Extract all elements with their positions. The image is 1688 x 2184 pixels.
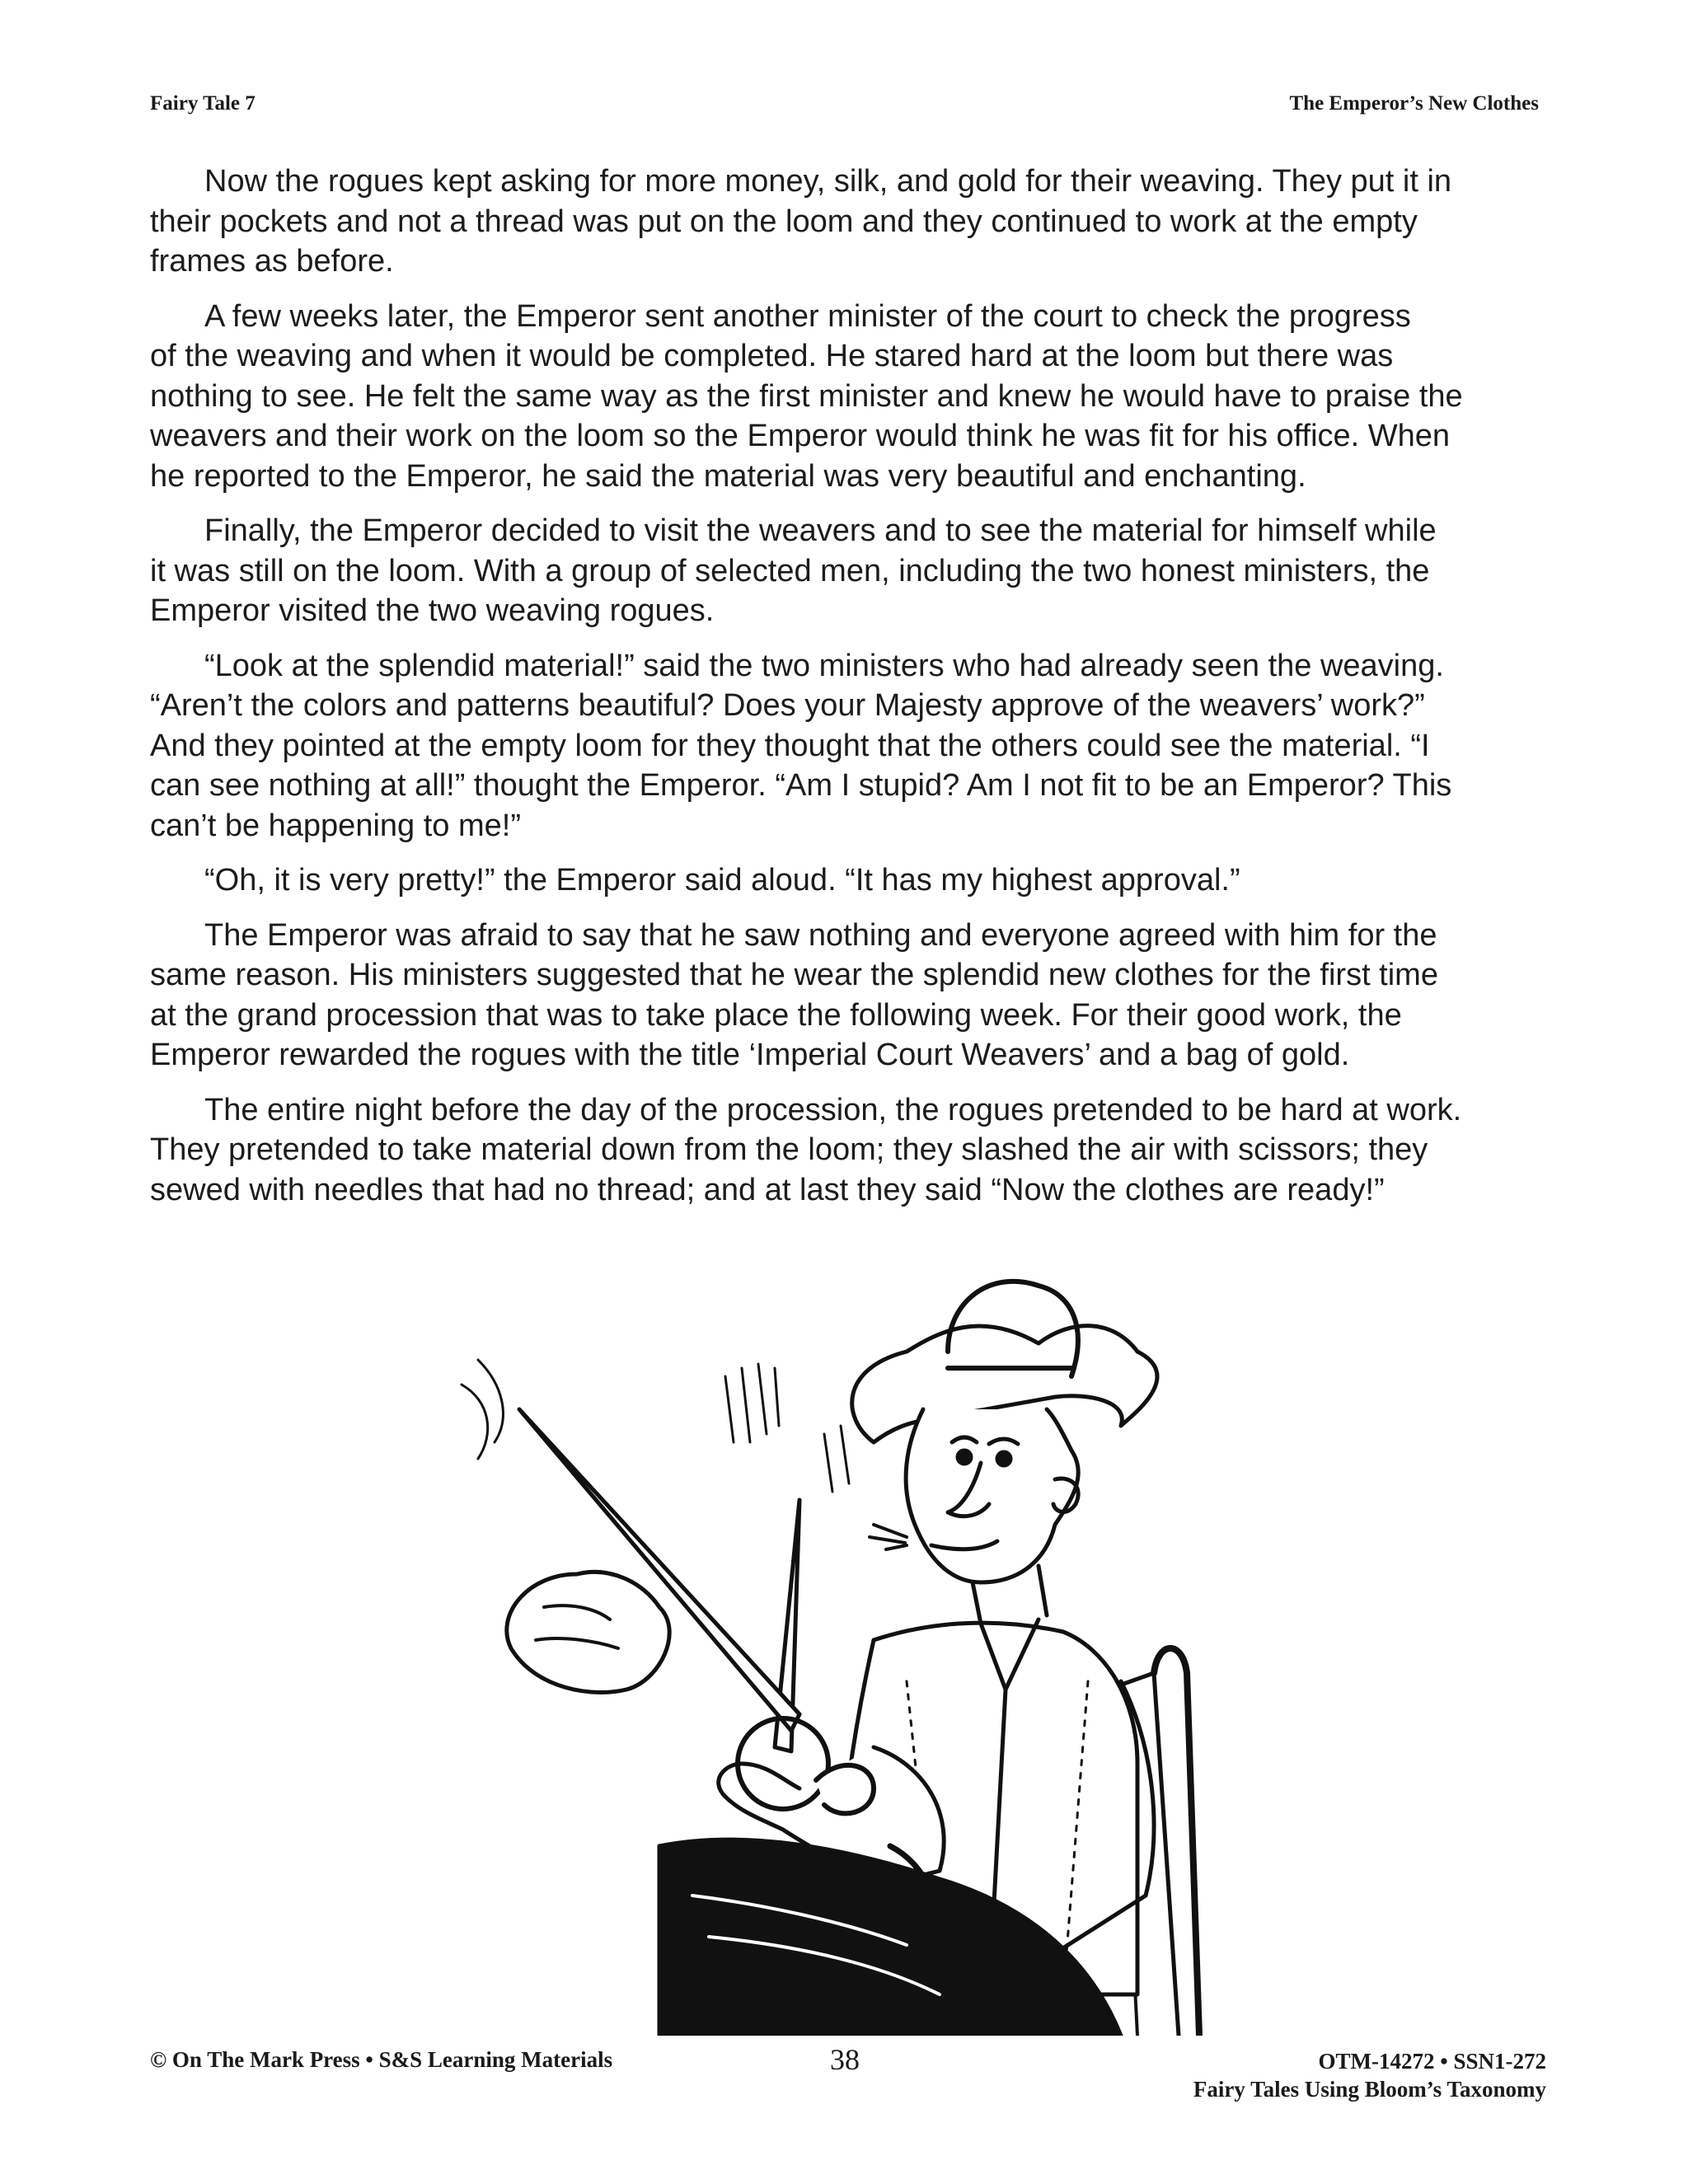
text-line: And they pointed at the empty loom for they thought that the others could see the material. “I bbox=[150, 728, 1430, 763]
text-line: The Emperor was afraid to say that he saw nothing and everyone agreed with him for the bbox=[204, 917, 1437, 953]
text-line: frames as before. bbox=[150, 244, 394, 279]
text-line: same reason. His ministers suggested that he wear the splendid new clothes for the first time bbox=[150, 958, 1438, 992]
text-line: They pretended to take material down from the loom; they slashed the air with scissors; they bbox=[150, 1132, 1428, 1167]
footer-publisher: © On The Mark Press • S&S Learning Materials bbox=[150, 2047, 613, 2072]
paragraph bbox=[150, 916, 1543, 1076]
face bbox=[906, 1409, 1078, 1582]
text-line: nothing to see. He felt the same way as the first minister and knew he would have to praise the bbox=[150, 378, 1463, 414]
text-line: it was still on the loom. With a group of selected men, including the two honest ministers, the bbox=[150, 553, 1430, 588]
header-left: Fairy Tale 7 bbox=[150, 92, 256, 115]
text-line: “Oh, it is very pretty!” the Emperor said aloud. “It has my highest approval.” bbox=[204, 863, 1240, 898]
paragraph bbox=[150, 297, 1543, 497]
text-line: at the grand procession that was to take place the following week. For their good work, the bbox=[150, 997, 1402, 1033]
footer-book-title: Fairy Tales Using Bloom’s Taxonomy bbox=[1193, 2077, 1546, 2102]
text-line: can see nothing at all!” thought the Emperor. “Am I stupid? Am I not fit to be an Emperor? This bbox=[150, 768, 1452, 803]
paragraph bbox=[150, 511, 1543, 631]
text-line: “Look at the splendid material!” said the two ministers who had already seen the weaving. bbox=[204, 648, 1444, 683]
text-line: Now the rogues kept asking for more money, silk, and gold for their weaving. They put it in bbox=[204, 164, 1452, 199]
text-line: sewed with needles that had no thread; and at last they said “Now the clothes are ready!” bbox=[150, 1172, 1385, 1207]
page-number: 38 bbox=[830, 2043, 860, 2076]
text-line: “Aren’t the colors and patterns beautiful? Does your Majesty approve of the weavers’ work?” bbox=[150, 688, 1425, 723]
header-right: The Emperor’s New Clothes bbox=[1289, 92, 1539, 115]
text-line: Emperor rewarded the rogues with the title ‘Imperial Court Weavers’ and a bag of gold. bbox=[150, 1038, 1350, 1072]
man-with-scissors-illustration bbox=[412, 1253, 1319, 2036]
paragraph bbox=[150, 1090, 1543, 1211]
text-line: The entire night before the day of the procession, the rogues pretended to be hard at work. bbox=[204, 1092, 1462, 1127]
paragraph bbox=[150, 860, 1543, 901]
footer-product-info bbox=[1193, 2047, 1546, 2103]
text-line: Finally, the Emperor decided to visit the weavers and to see the material for himself while bbox=[204, 513, 1437, 548]
text-line: he reported to the Emperor, he said the material was very beautiful and enchanting. bbox=[150, 458, 1306, 494]
text-line: Emperor visited the two weaving rogues. bbox=[150, 593, 715, 628]
footer-product-code: OTM-14272 • SSN1-272 bbox=[1318, 2049, 1546, 2074]
story-text bbox=[150, 162, 1543, 1225]
text-line: can’t be happening to me!” bbox=[150, 808, 521, 843]
paragraph bbox=[150, 162, 1543, 282]
text-line: of the weaving and when it would be completed. He stared hard at the loom but there was bbox=[150, 339, 1394, 373]
text-line: weavers and their work on the loom so the Emperor would think he was fit for his office. When bbox=[150, 419, 1451, 453]
paragraph bbox=[150, 646, 1543, 846]
text-line: A few weeks later, the Emperor sent another minister of the court to check the progress bbox=[204, 298, 1411, 334]
text-line: their pockets and not a thread was put on the loom and they continued to work at the empty bbox=[150, 204, 1418, 239]
